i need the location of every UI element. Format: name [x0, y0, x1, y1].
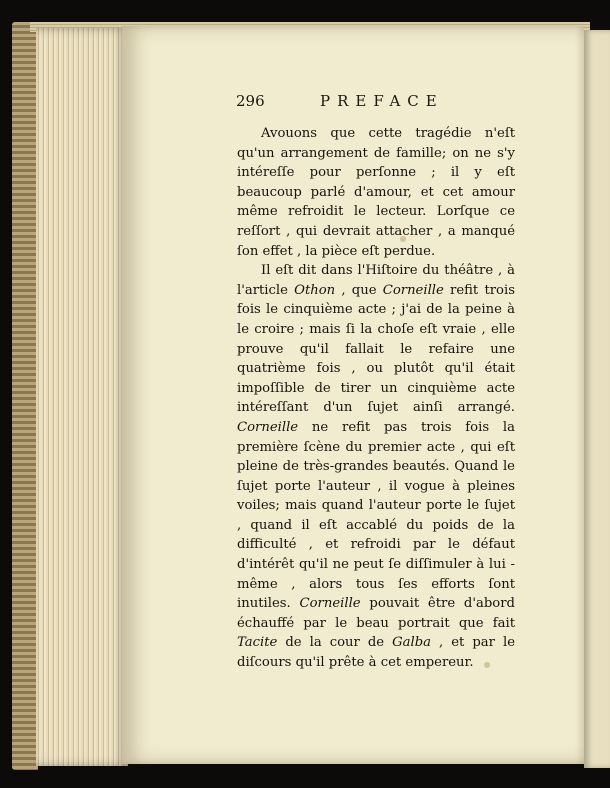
running-head [236, 92, 496, 114]
text-run: refit trois fois le cinquième acte ; j'ai de la peine à le croire ; mais ſi la choſe eſt vraie , elle prouve qu'il fallait le refaire une quatrième fois , ou plutôt qu'il était impoſſible de tirer un cinquième acte intéreſſant d'un ſujet ainſi arrangé. [237, 282, 515, 416]
text-run: de la cour de [277, 635, 393, 651]
text-run: pouvait être d'abord échauffé par le beau portrait que fait [237, 596, 515, 631]
paragraph [237, 261, 515, 672]
body-text [237, 124, 515, 673]
page-title: PREFACE [320, 92, 444, 110]
paragraph: Avouons que cette tragédie n'eſt qu'un arrangement de famille; on ne s'y intéreſſe pour perſonne ; il y eſt beaucoup parlé d'amour, et cet amour même refroidit le lecteur. Lorſque ce reſſort , qui devrait attacher , a manqué ſon effet , la pièce eſt perdue. [237, 126, 515, 259]
italic-name-tacite: Tacite [237, 635, 278, 651]
next-page-edge [584, 30, 610, 768]
italic-name-othon: Othon [294, 282, 336, 298]
page-number: 296 [236, 92, 265, 110]
text-run: , et par le diſcours qu'il prête à cet empereur. [237, 635, 516, 671]
text-run: Il eſt dit dans l'Hiſtoire du théâtre , à l'article [237, 263, 515, 298]
italic-name-corneille: Corneille [299, 596, 361, 612]
italic-name-corneille: Corneille [382, 282, 444, 298]
page-edges [36, 28, 128, 766]
book-binding [12, 22, 38, 770]
text-run: , que [335, 282, 383, 298]
italic-name-corneille: Corneille [237, 419, 299, 435]
text-run: ne refit pas trois fois la première ſcène du premier acte , qui eſt pleine de très-grandes beautés. Quand le ſujet porte l'auteur , il vogue à pleines voiles; mais quand l'auteur porte le ſujet , quand il eſt accablé du poids de la difficulté , et refroidi par le défaut d'intérêt qu'il ne peut ſe diſſimuler à lui - même , alors tous ſes efforts ſont inutiles. [237, 419, 515, 612]
italic-name-galba: Galba [392, 635, 432, 651]
